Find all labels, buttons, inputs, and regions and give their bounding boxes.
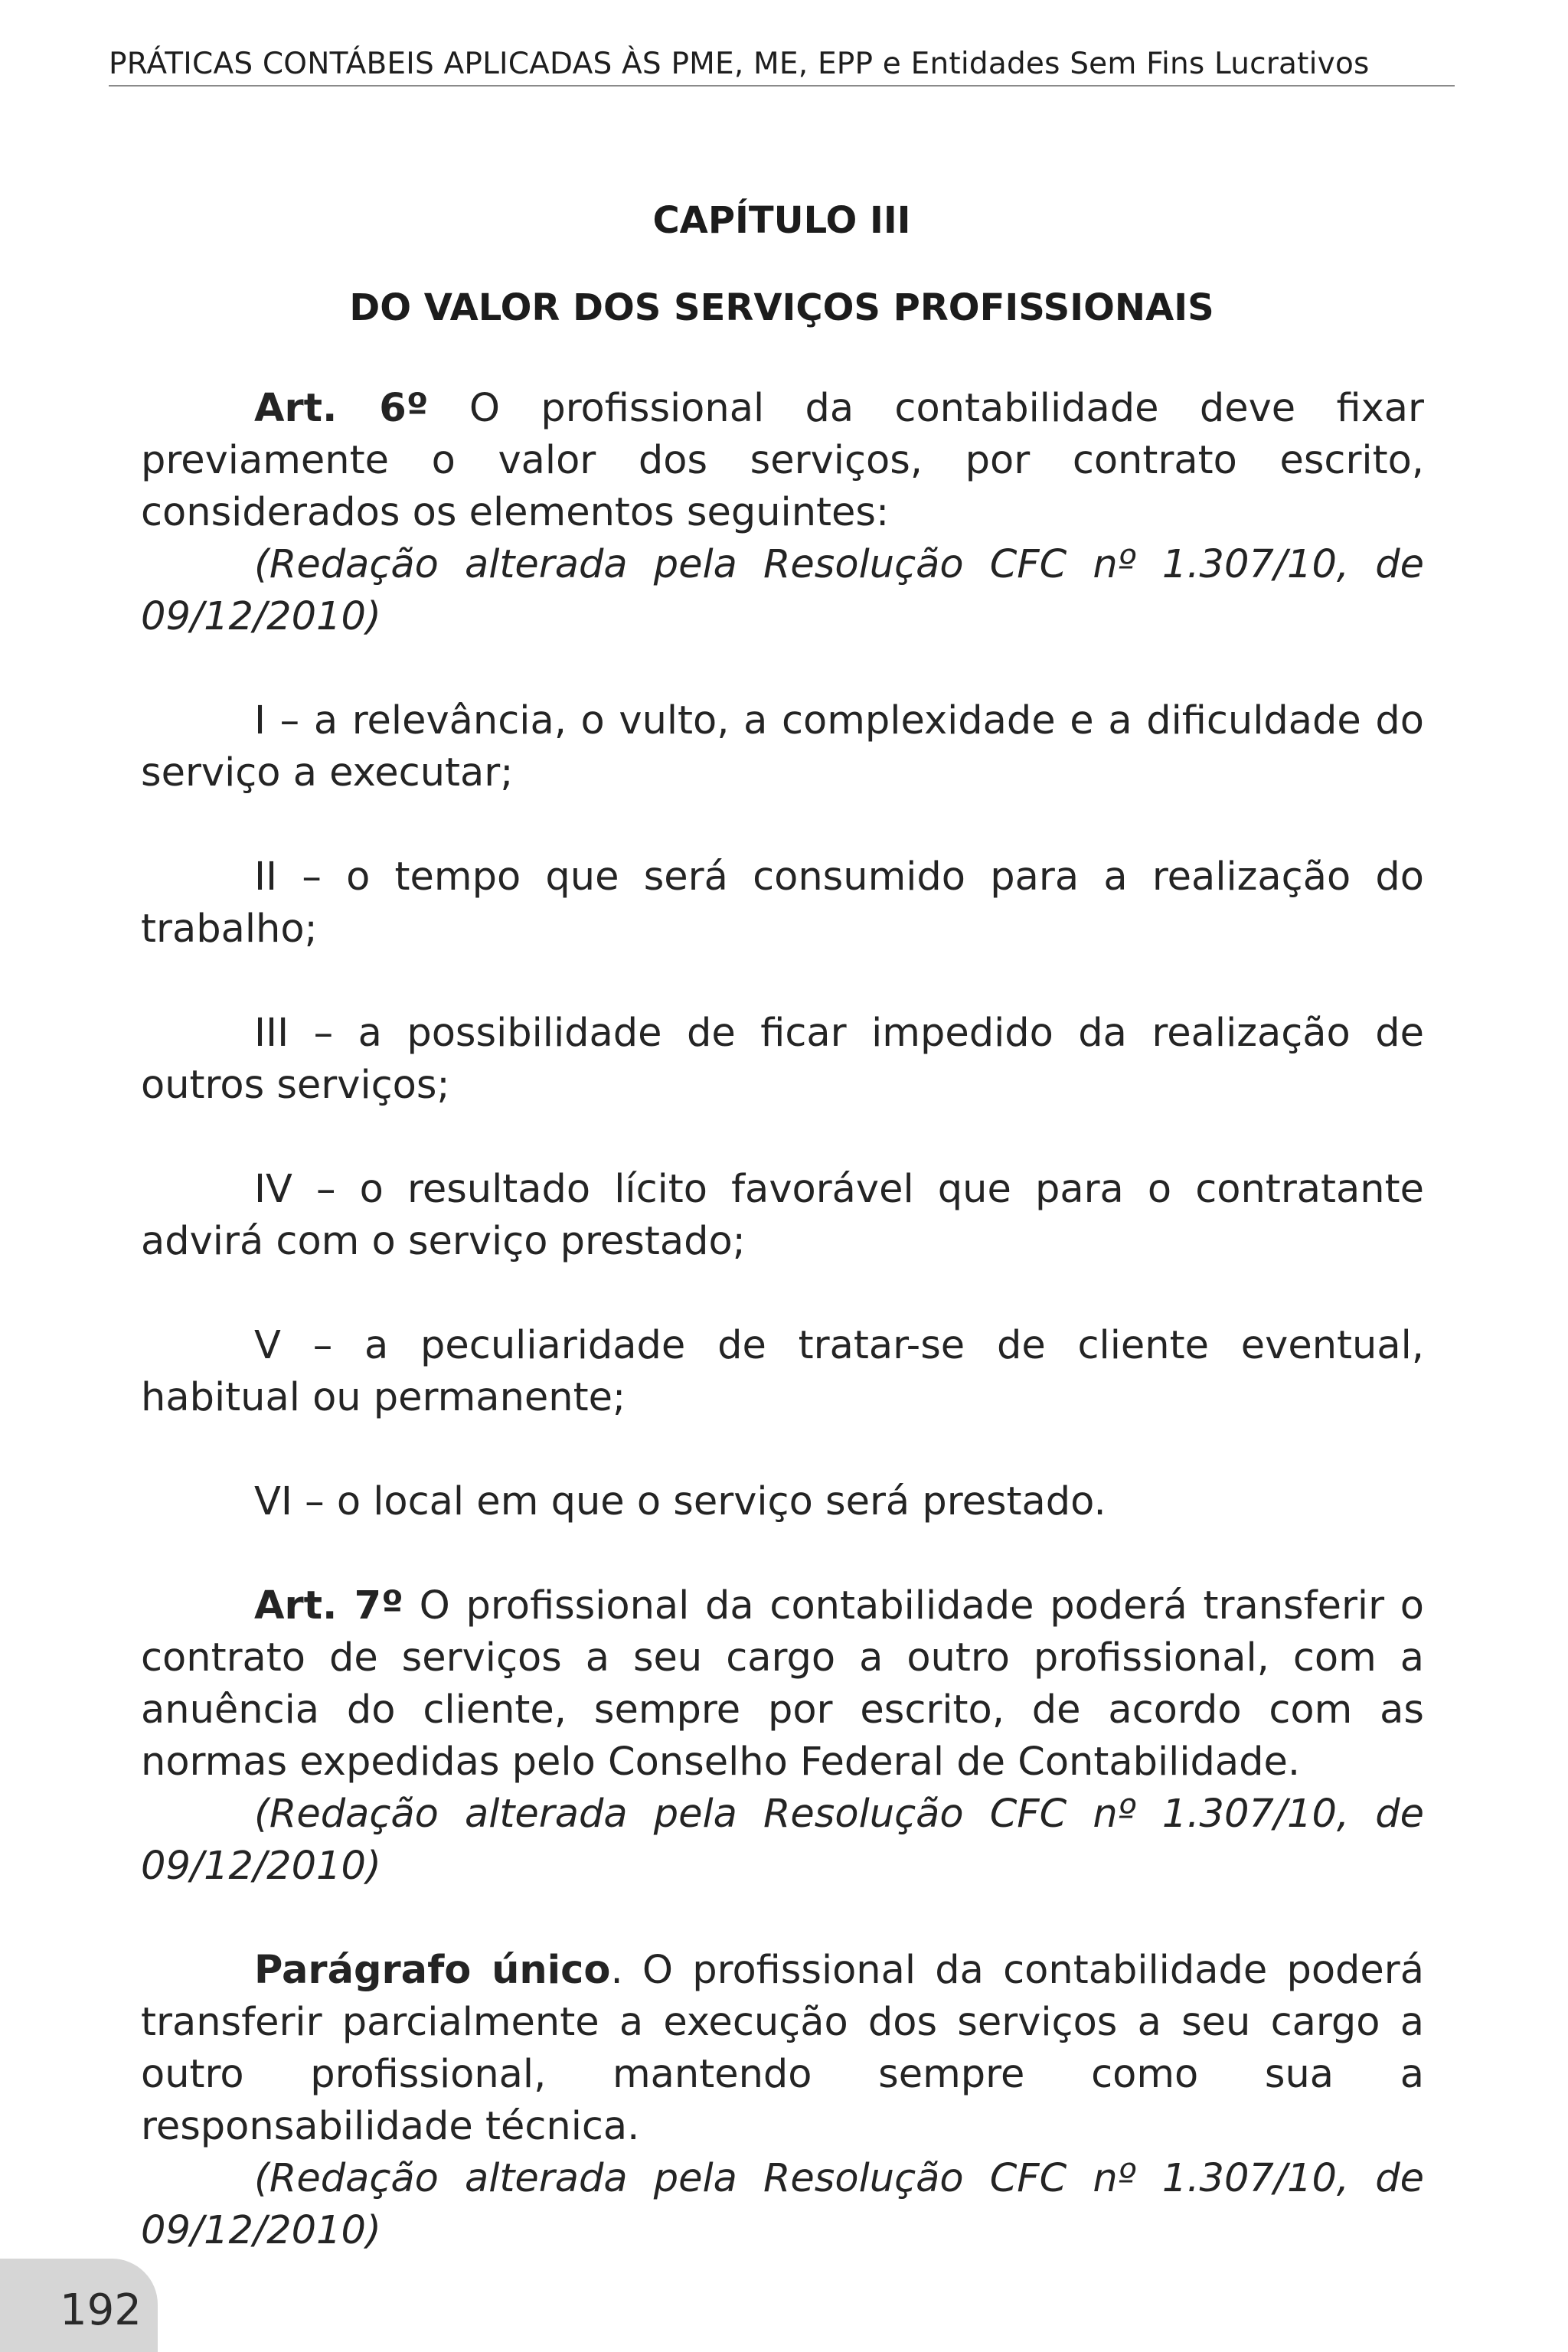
article-6-item-vi: VI – o local em que o serviço será prestado. bbox=[254, 1479, 1106, 1524]
header-divider bbox=[109, 85, 1455, 87]
article-7 bbox=[141, 1580, 1424, 1788]
article-7-label: Art. 7º bbox=[254, 1583, 403, 1628]
article-6-text: O profissional da contabilidade deve fixar previamente o valor dos serviços, por contrato escrito, considerados os elementos seguintes: bbox=[141, 386, 1425, 535]
article-6-item-i: I – a relevância, o vulto, a complexidade e a dificuldade do serviço a executar; bbox=[141, 698, 1424, 795]
article-6-item-iv: IV – o resultado lícito favorável que para o contratante advirá com o serviço prestado; bbox=[141, 1167, 1424, 1264]
article-6-item-ii: II – o tempo que será consumido para a realização do trabalho; bbox=[141, 854, 1424, 952]
paragrafo-unico-text: . O profissional da contabilidade poderá transferir parcialmente a execução dos serviços a seu cargo a outro profissional, mantendo sempre como sua a responsabilidade técnica. bbox=[141, 1948, 1424, 2149]
article-7-text: O profissional da contabilidade poderá transferir o contrato de serviços a seu cargo a outro profissional, com a anuência do cliente, sempre por escrito, de acordo com as normas expedidas pelo Conselho Federal de Contabilidade. bbox=[141, 1583, 1424, 1785]
page-body bbox=[141, 383, 1424, 2257]
chapter-number: CAPÍTULO III bbox=[652, 199, 911, 242]
paragrafo-unico bbox=[141, 1945, 1424, 2153]
chapter-title: DO VALOR DOS SERVIÇOS PROFISSIONAIS bbox=[349, 286, 1214, 329]
paragrafo-unico-label: Parágrafo único bbox=[254, 1948, 611, 1993]
article-6-item-iii: III – a possibilidade de ficar impedido da realização de outros serviços; bbox=[141, 1011, 1424, 1108]
article-6-amendment-note: (Redação alterada pela Resolução CFC nº 1.307/10, de 09/12/2010) bbox=[141, 542, 1424, 639]
page-number: 192 bbox=[60, 2285, 142, 2335]
article-7-amendment-note: (Redação alterada pela Resolução CFC nº 1.307/10, de 09/12/2010) bbox=[141, 1792, 1424, 1889]
running-header: PRÁTICAS CONTÁBEIS APLICADAS ÀS PME, ME, EPP e Entidades Sem Fins Lucrativos bbox=[109, 47, 1370, 81]
article-6 bbox=[141, 383, 1424, 539]
article-6-label: Art. 6º bbox=[254, 386, 429, 431]
article-6-item-v: V – a peculiaridade de tratar-se de cliente eventual, habitual ou permanente; bbox=[141, 1323, 1424, 1420]
paragrafo-unico-amendment-note: (Redação alterada pela Resolução CFC nº 1.307/10, de 09/12/2010) bbox=[141, 2156, 1424, 2253]
